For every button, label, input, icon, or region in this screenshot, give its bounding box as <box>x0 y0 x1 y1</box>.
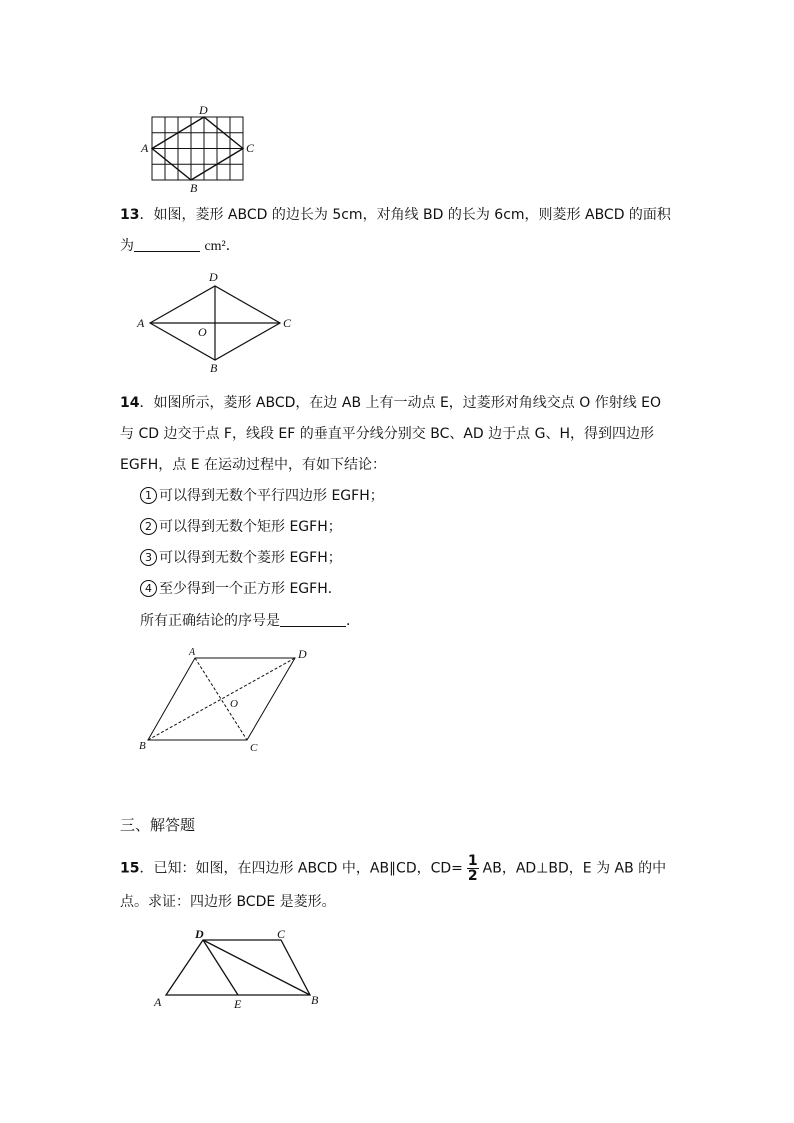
section-title: 三、解答题 <box>120 816 196 834</box>
label-C: C <box>277 927 286 941</box>
label-C: C <box>283 316 292 330</box>
label-D: D <box>209 270 218 284</box>
q15-text-pre: ．已知：如图，在四边形 ABCD 中，AB∥CD，CD= <box>139 860 463 877</box>
q13-line1 <box>120 205 671 225</box>
label-D: D <box>298 647 307 661</box>
q15-text-post: AB，AD⊥BD，E 为 AB 的中 <box>482 860 667 877</box>
label-B: B <box>139 740 146 752</box>
label-D: D <box>195 927 204 941</box>
label-A: A <box>154 995 162 1009</box>
q14-text-2: 与 CD 边交于点 F，线段 EF 的垂直平分线分别交 BC、AD 边于点 G、H，得到四边形 <box>120 426 654 442</box>
label-D: D <box>199 103 208 117</box>
q14-option-4 <box>140 579 342 599</box>
q14-line3 <box>120 455 386 475</box>
label-C: C <box>250 742 258 754</box>
q14-line2 <box>120 424 654 444</box>
label-A: A <box>189 647 196 658</box>
q14-line1 <box>120 393 661 413</box>
q14-option-3 <box>140 548 342 568</box>
label-A: A <box>141 141 149 155</box>
circled-number: 1 <box>140 487 157 504</box>
label-C: C <box>246 141 255 155</box>
q14-number: 14 <box>120 395 140 411</box>
q14-text-1: ．如图所示，菱形 ABCD，在边 AB 上有一动点 E，过菱形对角线交点 O 作射线 EO <box>139 395 662 411</box>
q13-line2 <box>120 236 240 257</box>
option-text: 可以得到无数个平行四边形 EGFH； <box>159 488 384 504</box>
figure-grid-rhombus <box>138 102 263 194</box>
label-B: B <box>190 181 198 194</box>
q13-number: 13 <box>120 207 140 223</box>
option-text: 可以得到无数个菱形 EGFH； <box>159 550 342 566</box>
q15-line2 <box>120 892 336 912</box>
q13-unit: cm²． <box>204 239 240 254</box>
q15-line1 <box>120 854 666 883</box>
q14-option-1 <box>140 486 384 506</box>
q15-text-2: 点。求证：四边形 BCDE 是菱形。 <box>120 894 336 910</box>
label-O: O <box>230 698 238 710</box>
q14-text-3: EGFH，点 E 在运动过程中，有如下结论： <box>120 457 387 473</box>
label-B: B <box>311 993 319 1007</box>
circled-number: 2 <box>140 518 157 535</box>
q13-text-pre: 为 <box>120 238 134 254</box>
option-text: 可以得到无数个矩形 EGFH； <box>159 519 342 535</box>
q14-answer-end: ． <box>346 613 360 629</box>
q14-answer-blank[interactable] <box>280 612 346 627</box>
q13-text: ．如图，菱形 ABCD 的边长为 5cm，对角线 BD 的长为 6cm，则菱形 ABCD 的面积 <box>139 207 671 223</box>
label-O: O <box>198 325 207 339</box>
option-text: 至少得到一个正方形 EGFH． <box>159 581 342 597</box>
circled-number: 3 <box>140 549 157 566</box>
figure-quadrilateral-q15 <box>148 924 328 1014</box>
figure-rhombus-q13 <box>132 268 297 378</box>
q15-number: 15 <box>120 860 140 877</box>
circled-number: 4 <box>140 580 157 597</box>
q13-answer-blank[interactable] <box>134 237 200 252</box>
q14-answer-prompt: 所有正确结论的序号是 <box>140 613 280 629</box>
q14-option-2 <box>140 517 342 537</box>
label-A: A <box>137 316 145 330</box>
label-B: B <box>210 361 218 375</box>
label-E: E <box>234 997 242 1011</box>
figure-rhombus-q14 <box>135 643 320 758</box>
fraction-one-half: $\frac{1}{2}$ <box>467 853 478 884</box>
q14-answer-line <box>140 611 360 631</box>
